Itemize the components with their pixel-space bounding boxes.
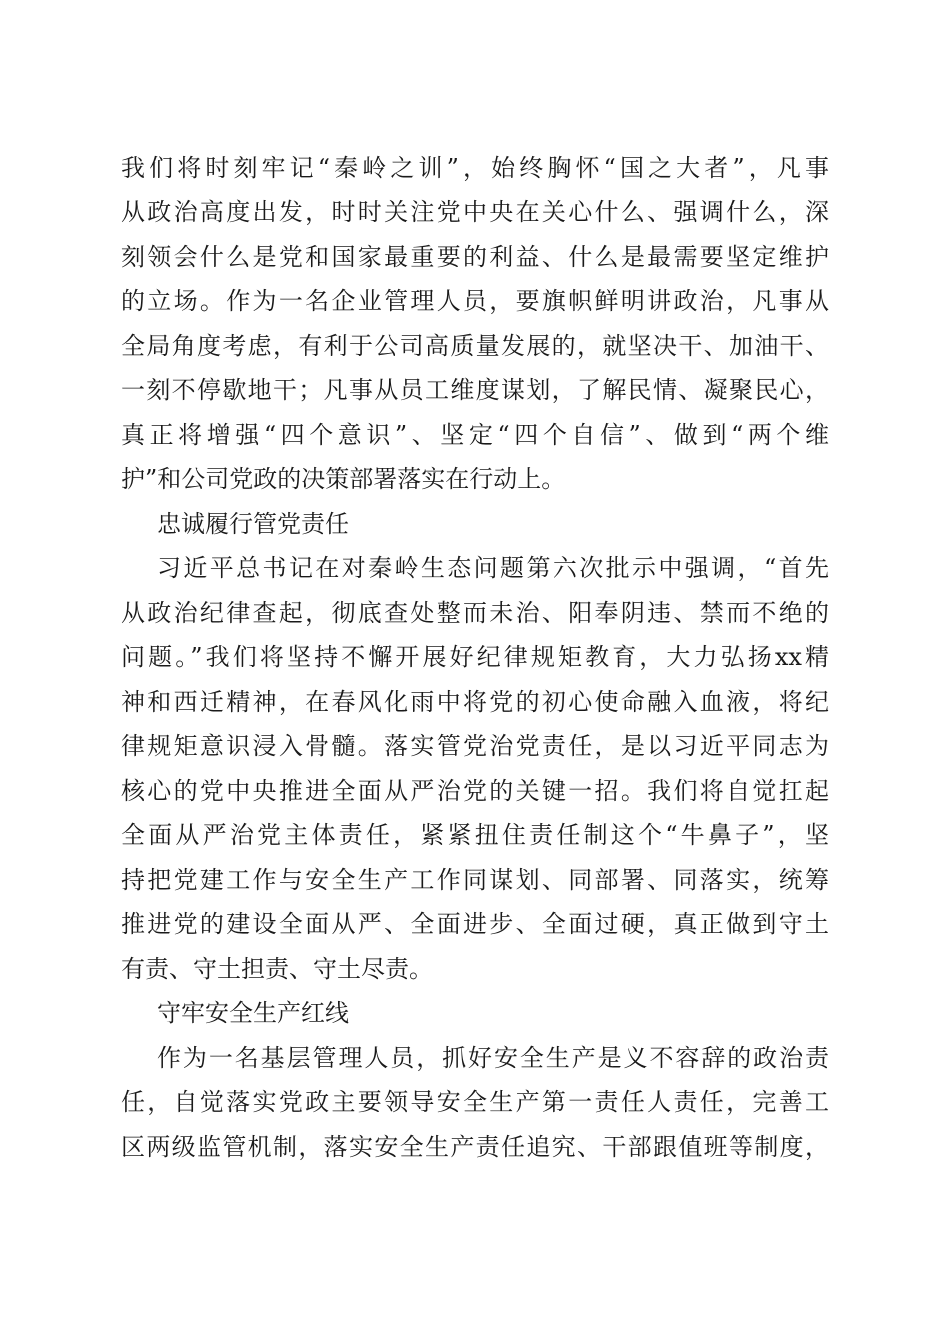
- paragraph-line: [0, 281, 950, 321]
- paragraph-line: [0, 771, 950, 811]
- line-text: 的立场。作为一名企业管理人员，要旗帜鲜明讲政治，凡事从: [121, 287, 829, 315]
- paragraph-line: [0, 370, 950, 410]
- paragraph-line: [0, 326, 950, 366]
- paragraph-line: [0, 682, 950, 722]
- heading-text: 守牢安全生产红线: [157, 999, 349, 1027]
- paragraph-line: [0, 148, 950, 188]
- paragraph-line: [0, 815, 950, 855]
- paragraph-line: [0, 415, 950, 455]
- paragraph-line: [0, 904, 950, 944]
- line-text: 全局角度考虑，有利于公司高质量发展的，就坚决干、加油干、: [121, 332, 829, 360]
- paragraph-line: [0, 637, 950, 677]
- paragraph-line: [0, 1127, 950, 1167]
- paragraph-line: [0, 949, 950, 989]
- paragraph-line: [0, 237, 950, 277]
- line-text: 神和西迁精神，在春风化雨中将党的初心使命融入血液，将纪: [121, 688, 829, 716]
- line-text: 从政治高度出发，时时关注党中央在关心什么、强调什么，深: [121, 198, 829, 226]
- line-text: 护”和公司党政的决策部署落实在行动上。: [121, 465, 566, 493]
- line-text: 我们将时刻牢记“秦岭之训”，始终胸怀“国之大者”，凡事: [121, 154, 829, 182]
- line-text: 从政治纪律查起，彻底查处整而未治、阳奉阴违、禁而不绝的: [121, 599, 829, 627]
- line-text: 作为一名基层管理人员，抓好安全生产是义不容辞的政治责: [157, 1044, 829, 1072]
- line-text: 有责、守土担责、守土尽责。: [121, 955, 433, 983]
- line-text: 一刻不停歇地干；凡事从员工维度谋划，了解民情、凝聚民心，: [121, 376, 829, 404]
- section-heading: [0, 504, 950, 544]
- line-text: 核心的党中央推进全面从严治党的关键一招。我们将自觉扛起: [121, 777, 829, 805]
- line-text: 区两级监管机制，落实安全生产责任追究、干部跟值班等制度，: [121, 1133, 829, 1161]
- paragraph-line: [0, 860, 950, 900]
- line-text: 习近平总书记在对秦岭生态问题第六次批示中强调，“首先: [157, 554, 829, 582]
- line-text: 真正将增强“四个意识”、坚定“四个自信”、做到“两个维: [121, 421, 829, 449]
- line-text: 全面从严治党主体责任，紧紧扭住责任制这个“牛鼻子”，坚: [121, 821, 829, 849]
- line-text: 持把党建工作与安全生产工作同谋划、同部署、同落实，统筹: [121, 866, 829, 894]
- line-text: 任，自觉落实党政主要领导安全生产第一责任人责任，完善工: [121, 1088, 829, 1116]
- paragraph-line: [0, 726, 950, 766]
- section-heading: [0, 993, 950, 1033]
- line-text: 推进党的建设全面从严、全面进步、全面过硬，真正做到守土: [121, 910, 829, 938]
- heading-text: 忠诚履行管党责任: [157, 510, 349, 538]
- paragraph-line: [0, 459, 950, 499]
- paragraph-line: [0, 593, 950, 633]
- line-text: 刻领会什么是党和国家最重要的利益、什么是最需要坚定维护: [121, 243, 829, 271]
- paragraph-line: [0, 1038, 950, 1078]
- line-text: 律规矩意识浸入骨髓。落实管党治党责任，是以习近平同志为: [121, 732, 829, 760]
- paragraph-line: [0, 548, 950, 588]
- paragraph-line: [0, 192, 950, 232]
- line-text: 问题。”我们将坚持不懈开展好纪律规矩教育，大力弘扬xx精: [121, 643, 829, 671]
- paragraph-line: [0, 1082, 950, 1122]
